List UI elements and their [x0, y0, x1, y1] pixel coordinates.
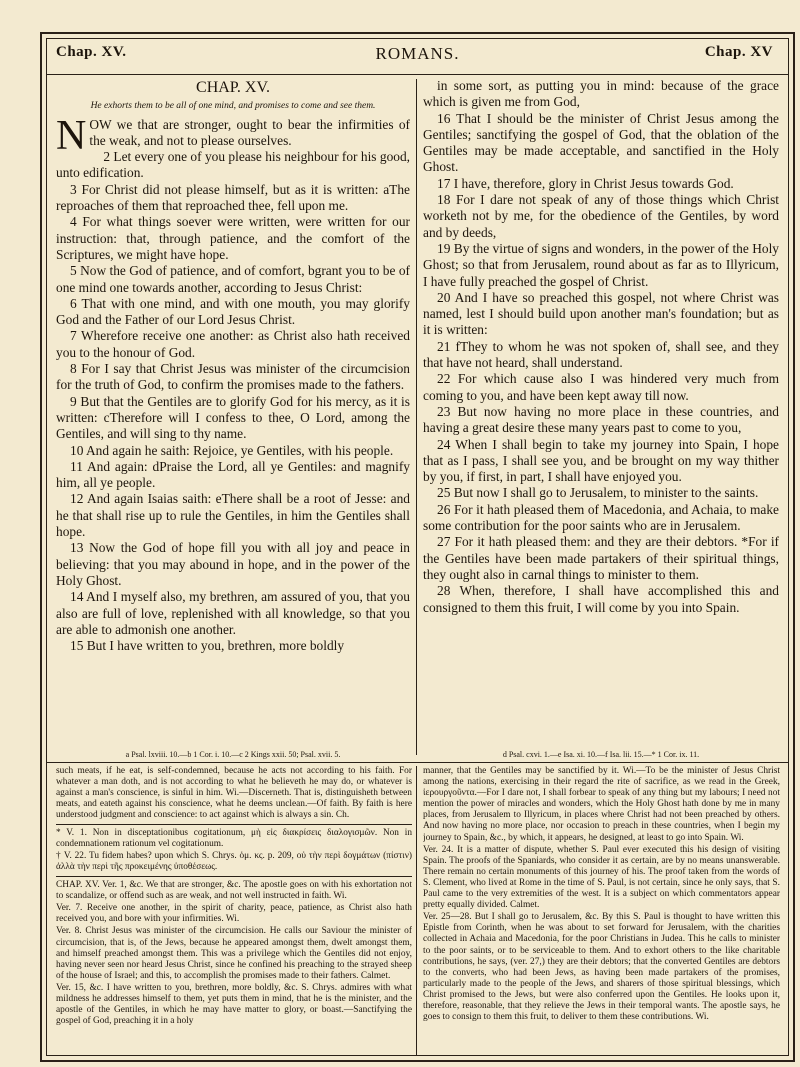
verses_right-item: [423, 339, 779, 372]
verses_right-item: [423, 241, 779, 290]
right-verses: [423, 78, 779, 616]
footnote-rule: [56, 824, 412, 825]
verses_right-text: 24 When I shall begin to take my journey into Spain, I hope that as I pass, I shall see you, and be brought on my way thither by you, if first, in part, I shall have enjoyed you.: [423, 436, 779, 485]
verses_left-item: [56, 589, 410, 638]
verses_left-text: 10 And again he saith: Rejoice, ye Gentiles, with his people.: [70, 442, 394, 458]
column-separator: [416, 79, 417, 755]
notes_left_bottom-item: [56, 903, 412, 925]
verses_right-text: 20 And I have so preached this gospel, not where Christ was named, lest I should build upon another man's foundation; but as it is written:: [423, 289, 779, 338]
verses_right-item: [423, 485, 779, 501]
notes_right-text: manner, that the Gentiles may be sanctified by it. Wi.—To be the minister of Jesus Christ among the nations, exercising in their regard the rite of sacrifice, as we read in the Greek, ἱερουργοῦντα.—For I dare not, I shall forbear to speak of any thing but my labours; I need not mention the power of miracles and wonders, which the Holy Ghost hath done by me in many places, from Jerusalem to Illyricum, in places where Christ had not been preached by others. And now having no more place, nor occasion to preach in these countries, when I begin my journey to Spain, &c., by which, it appears, he designed, at least to go into Spain. Wi.: [423, 766, 780, 843]
notes_right-item: [423, 766, 780, 844]
notes_left_bottom-text: CHAP. XV. Ver. 1, &c. We that are stronger, &c. The apostle goes on with his exhortation not to scandalize, or offend such as are weak, and not well instructed in faith. Wi.: [56, 880, 412, 902]
commentary-rule: [56, 876, 412, 877]
verses_left-item: [56, 263, 410, 296]
verses_right-item: [423, 371, 779, 404]
verses_left-text: 14 And I myself also, my brethren, am assured of you, that you also are full of love, replenished with all knowledge, so that you are able to admonish one another.: [56, 589, 410, 637]
header-left: Chap. XV.: [56, 44, 127, 60]
right-column: [423, 78, 779, 744]
verses_right-text: 19 By the virtue of signs and wonders, in the power of the Holy Ghost; so that from Jerusalem, round about as far as to Illyricum, I have fully preached the gospel of Christ.: [423, 240, 779, 289]
notes_left_bottom-text: Ver. 7. Receive one another, in the spirit of charity, peace, patience, as Christ also hath received you, and bore with your infirmities. Wi.: [56, 903, 412, 925]
verses_right-text: 22 For which cause also I was hindered very much from coming to you, and have been kept away till now.: [423, 371, 779, 403]
footnotes-text: * V. 1. Non in disceptationibus cogitationum, μὴ εἰς διακρίσεις διαλογισμῶν. Non in condemnationem rationum vel cogitationum.: [56, 828, 412, 850]
verses_right-text: 18 For I dare not speak of any of those things which Christ worketh not by me, for the obedience of the Gentiles, by word and by deeds,: [423, 192, 779, 240]
verses_left-text: 6 That with one mind, and with one mouth, you may glorify God and the Father of our Lord Jesus Christ.: [56, 295, 410, 328]
notes-rule: [46, 762, 789, 763]
notes-column-separator: [416, 766, 417, 1056]
verses_left-item: [56, 491, 410, 540]
verses_left-text: 13 Now the God of hope fill you with all joy and peace in believing: that you may abound in hope, and in the power of the Holy Ghost.: [56, 540, 410, 588]
verses_left-text: OW we that are stronger, ought to bear the infirmities of the weak, and not to please ourselves.: [89, 116, 410, 148]
footnotes-text: † V. 22. Tu fidem habes? upon which S. Chrys. ὁμ. κς. p. 209, οὐ τὴν περὶ δογμάτων (πίστιν) ἀλλὰ τὴν περὶ τῆς προκειμένης ὑποθέσεως.: [56, 851, 412, 873]
left-verses: [56, 112, 410, 655]
running-header: [42, 44, 793, 66]
verses_left-item: [56, 540, 410, 589]
notes_left_bottom-item: [56, 880, 412, 902]
drop-cap: N: [56, 112, 87, 159]
verses_left-item: [56, 182, 410, 215]
verses_left-text: 15 But I have written to you, brethren, more boldly: [70, 638, 345, 654]
verses_left-item: [56, 394, 410, 443]
verses_right-item: [423, 437, 779, 486]
verses_left-item: [56, 149, 410, 182]
commentary-notes-left: [56, 880, 412, 1027]
verses_right-text: 26 For it hath pleased them of Macedonia, and Achaia, to make some contribution for the poor saints who are in Jerusalem.: [423, 501, 779, 534]
notes_left_bottom-item: [56, 983, 412, 1027]
header-rule: [46, 74, 789, 75]
page-frame: [40, 32, 795, 1062]
verses_left-item: [56, 459, 410, 492]
footnotes-item: [56, 851, 412, 873]
verses_right-item: [423, 176, 779, 192]
verses_left-item: [56, 112, 410, 159]
footnotes-item: [56, 828, 412, 850]
verses_left-text: 3 For Christ did not please himself, but as it is written: aThe reproaches of them that reproached thee, fell upon me.: [56, 181, 410, 214]
notes_left_bottom-item: [56, 926, 412, 981]
verses_left-text: 5 Now the God of patience, and of comfort, bgrant you to be of one mind one towards another, according to Jesus Christ:: [56, 263, 410, 295]
verses_left-item: [56, 328, 410, 361]
verses_right-item: [423, 534, 779, 583]
chapter-title: CHAP. XV.: [196, 79, 270, 96]
verses_right-text: 27 For it hath pleased them: and they are their debtors. *For if the Gentiles have been made partakers of their spiritual things, they ought also in carnal things to minister to them.: [423, 534, 779, 582]
notes_left_bottom-text: Ver. 8. Christ Jesus was minister of the circumcision. He calls our Saviour the minister of circumcision, that is, of the Jews, because he appeared amongst them, dwelt amongst them, and himself preached amongst them. This was a privilege which the Gentiles did not enjoy, having never seen nor heard Jesus Christ, since he confined his preaching to the strayed sheep of the house of Israel; and this, to accomplish the promises made to their fathers. Calmet.: [56, 926, 412, 981]
verses_right-item: [423, 290, 779, 339]
commentary-continuation: such meats, if he eat, is self-condemned, because he acts not according to his faith. For whatever a man doth, and is not according to what he believeth he may do, or whatever is against a man's conscience, is sinful in him. Wi.—Discerneth. That is, distinguisheth between meats, and eateth against his conscience, what he deems unclean.—Of faith. By faith is here understood judgment and conscience: to act against which is always a sin. Ch.: [56, 766, 412, 821]
notes_right-item: [423, 912, 780, 1023]
footnotes: [56, 828, 412, 873]
notes_left_bottom-text: Ver. 15, &c. I have written to you, brethren, more boldly, &c. S. Chrys. admires with what mildness he addresses himself to them, yet puts them in mind, that he is the minister, and the apostle of the Gentiles, in which he may have matter to glory, or boast.—Sanctifying the gospel of God, preaching it in a holy: [56, 982, 412, 1027]
verses_right-text: 21 fThey to whom he was not spoken of, shall see, and they that have not heard, shall understand.: [423, 338, 779, 371]
verses_right-item: [423, 111, 779, 176]
cross-references-left: a Psal. lxviii. 10.—b 1 Cor. i. 10.—c 2 Kings xxii. 50; Psal. xvii. 5.: [125, 750, 341, 759]
verses_right-text: 17 I have, therefore, glory in Christ Jesus towards God.: [437, 175, 734, 191]
verses_right-text: 25 But now I shall go to Jerusalem, to minister to the saints.: [437, 485, 759, 501]
notes_right-item: [423, 845, 780, 912]
verses_left-text: 11 And again: dPraise the Lord, all ye Gentiles: and magnify him, all ye people.: [56, 458, 410, 491]
verses_left-text: 9 But that the Gentiles are to glorify God for his mercy, as it is written: cTherefore will I confess to thee, O Lord, among the Gentiles, and will sing to thy name.: [56, 393, 410, 442]
verses_right-item: [423, 502, 779, 535]
verses_right-item: [423, 583, 779, 616]
verses_left-text: 7 Wherefore receive one another: as Christ also hath received you to the honour of God.: [56, 328, 410, 360]
chapter-summary: He exhorts them to be all of one mind, and promises to come and see them.: [90, 101, 376, 112]
verses_left-item: [56, 361, 410, 394]
verses_right-item: [423, 404, 779, 437]
verses_left-item: [56, 638, 410, 654]
header-right: Chap. XV: [704, 44, 773, 60]
verses_left-text: 8 For I say that Christ Jesus was minister of the circumcision for the truth of God, to confirm the promises made to the fathers.: [56, 361, 410, 393]
verses_left-text: 12 And again Isaias saith: eThere shall be a root of Jesse: and he that shall rise up to rule the Gentiles, in him the Gentiles shall hope.: [56, 491, 410, 540]
commentary-right: [423, 766, 780, 1056]
notes_right-text: Ver. 24. It is a matter of dispute, whether S. Paul ever executed this his design of visiting Spain. The proofs of the Spaniards, who consider it as certain, are by no means unanswerable. There remain no certain monuments of this journey of his. The proof taken from the words of S. Clement, who lived at Rome in the time of S. Paul, is not certain, since he only says, that S. Paul came to the very extremities of the west. It is a subject on which commentators appear pretty equally divided. Calmet.: [423, 844, 780, 911]
verses_right-item: [423, 192, 779, 241]
verses_right-item: [423, 78, 779, 111]
verses_left-item: [56, 296, 410, 329]
verses_left-text: 4 For what things soever were written, were written for our instruction: that, through patience, and the comfort of the Scriptures, we might have hope.: [56, 214, 410, 262]
verses_right-text: 16 That I should be the minister of Christ Jesus among the Gentiles; sanctifying the gospel of God, that the oblation of the Gentiles may be made acceptable, and sanctified in the Holy Ghost.: [423, 110, 779, 175]
notes_right-text: Ver. 25—28. But I shall go to Jerusalem, &c. By this S. Paul is thought to have written this Epistle from Corinth, when he was about to set forward for Jerusalem, with the charities collected in Achaia and Macedonia, for the poor Christians in Judea. This he calls to minister to the poor saints, or to be serviceable to them. And to exhort others to the like charitable contributions, he says, (ver. 27,) they are their debtors; that the converted Gentiles are debtors to the converts, who had been Jews, as having been made partakers of the promises, particularly made to the people of the Jews, and sharers of those spiritual blessings, which Christ promised to the Jews, but were also conferred upon the Gentiles. He looks upon it, therefore, reasonable, that they relieve the Jews in their temporal wants. The apostle says, he goes to consign to them this fruit, to deliver to them these contributions. Wi.: [423, 912, 780, 1023]
verses_left-item: [56, 214, 410, 263]
verses_right-text: 28 When, therefore, I shall have accomplished this and consigned to them this fruit, I will come by you into Spain.: [423, 583, 779, 615]
verses_right-text: in some sort, as putting you in mind: because of the grace which is given me from God,: [423, 78, 779, 110]
left-column: [56, 78, 410, 744]
verses_right-text: 23 But now having no more place in these countries, and having a great desire these many years past to come to you,: [423, 403, 779, 436]
commentary-notes-right: [423, 766, 780, 1023]
commentary-left: [56, 766, 412, 1056]
cross-references-right: d Psal. cxvi. 1.—e Isa. xi. 10.—f Isa. lii. 15.—* 1 Cor. ix. 11.: [502, 750, 700, 759]
verses_left-item: [56, 443, 410, 459]
verses_left-text: 2 Let every one of you please his neighbour for his good, unto edification.: [56, 149, 410, 181]
header-center: ROMANS.: [375, 44, 460, 63]
